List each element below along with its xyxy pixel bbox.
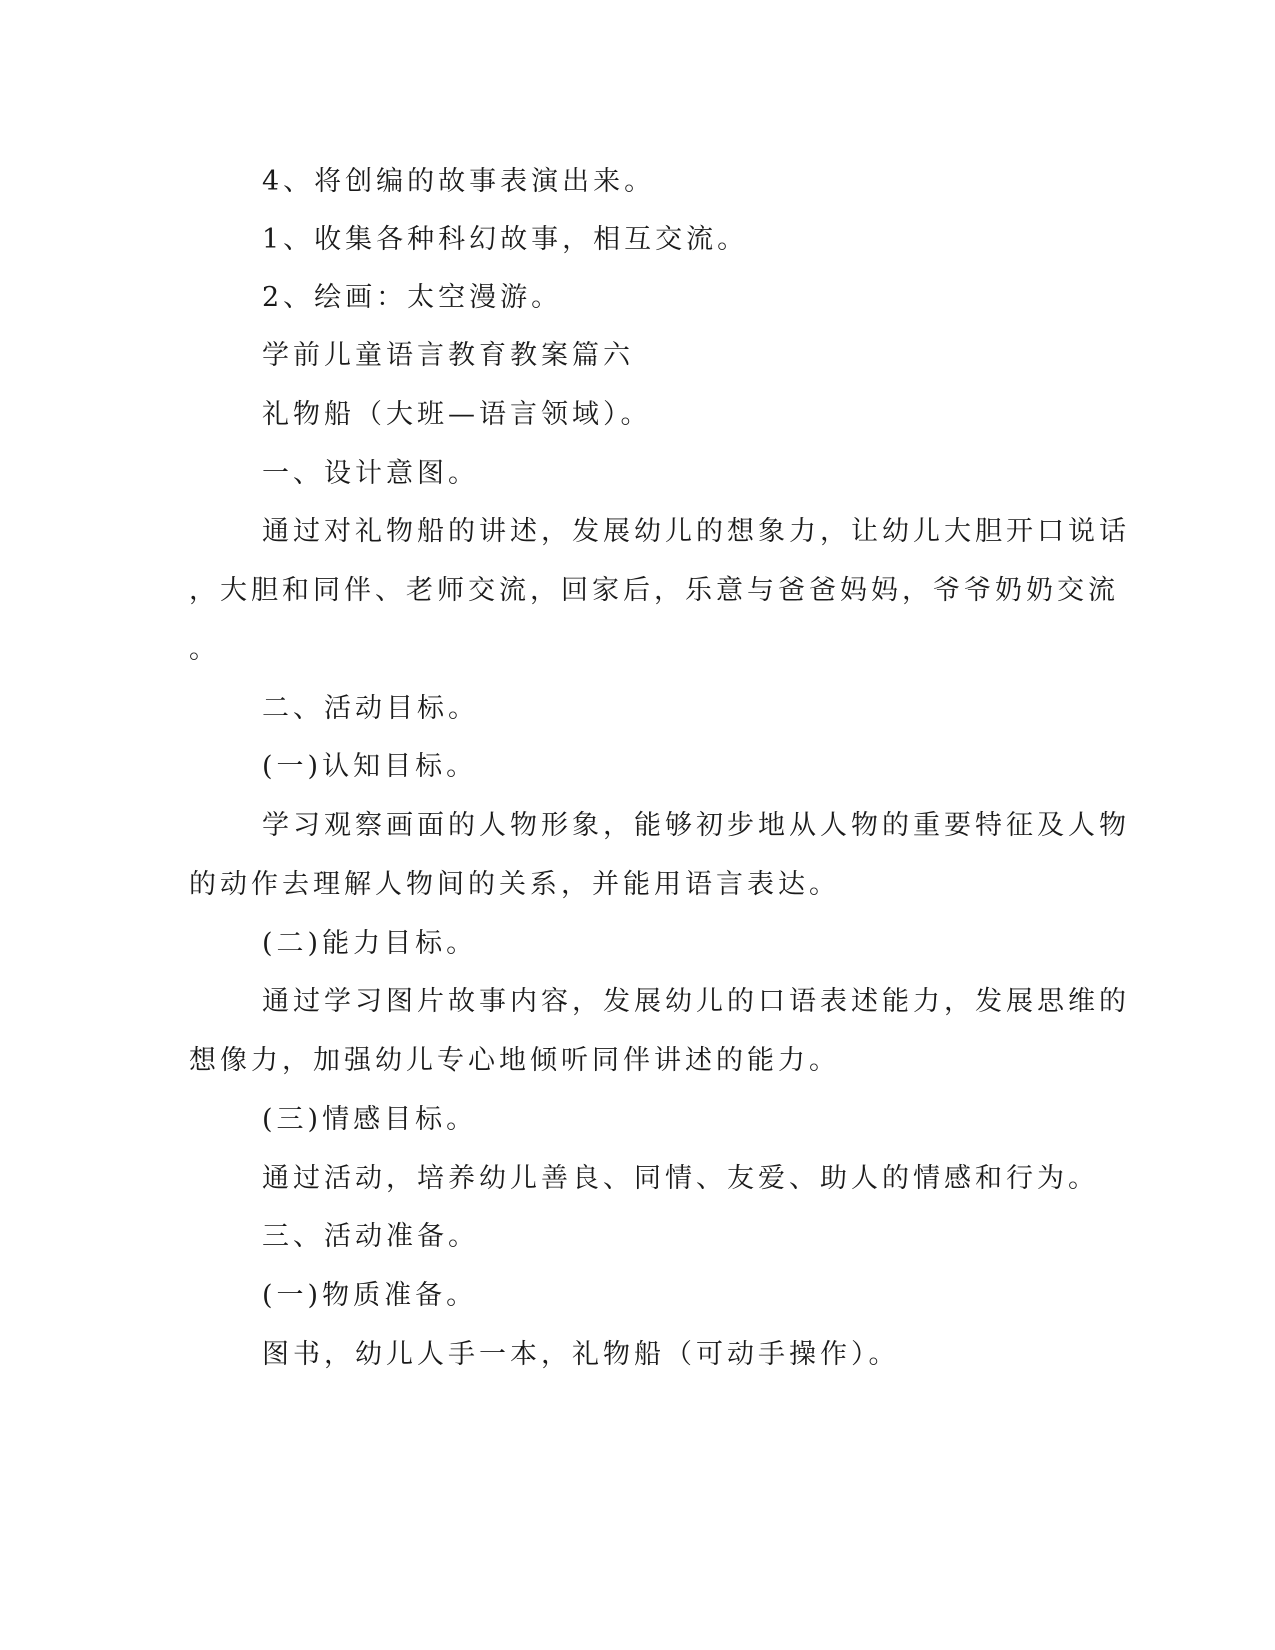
paragraph-design-intent-line-2: ，大胆和同伴、老师交流，回家后，乐意与爸爸妈妈，爷爷奶奶交流 xyxy=(189,575,1119,606)
subheading-emotional-goal: (三)情感目标。 xyxy=(262,1104,478,1135)
heading-activity-preparation: 三、活动准备。 xyxy=(262,1221,479,1252)
text-line-item-1: 1、收集各种科幻故事，相互交流。 xyxy=(262,224,749,255)
paragraph-ability-goal-line-1: 通过学习图片故事内容，发展幼儿的口语表述能力，发展思维的 xyxy=(262,986,1130,1017)
paragraph-design-intent-line-1: 通过对礼物船的讲述，发展幼儿的想象力，让幼儿大胆开口说话 xyxy=(262,516,1130,547)
subheading-material-preparation: (一)物质准备。 xyxy=(262,1280,478,1311)
subheading-ability-goal: (二)能力目标。 xyxy=(262,928,478,959)
paragraph-design-intent-line-3: 。 xyxy=(189,634,220,665)
paragraph-emotional-goal: 通过活动，培养幼儿善良、同情、友爱、助人的情感和行为。 xyxy=(262,1163,1099,1194)
heading-design-intent: 一、设计意图。 xyxy=(262,458,479,489)
paragraph-material-preparation: 图书，幼儿人手一本，礼物船（可动手操作）。 xyxy=(262,1339,900,1370)
text-line-item-4: 4、将创编的故事表演出来。 xyxy=(262,166,656,197)
subheading-cognitive-goal: (一)认知目标。 xyxy=(262,751,478,782)
paragraph-ability-goal-line-2: 想像力，加强幼儿专心地倾听同伴讲述的能力。 xyxy=(189,1045,840,1076)
lesson-title: 礼物船（大班—语言领域）。 xyxy=(262,399,652,430)
section-title: 学前儿童语言教育教案篇六 xyxy=(262,340,634,371)
paragraph-cognitive-goal-line-1: 学习观察画面的人物形象，能够初步地从人物的重要特征及人物 xyxy=(262,810,1130,841)
paragraph-cognitive-goal-line-2: 的动作去理解人物间的关系，并能用语言表达。 xyxy=(189,869,840,900)
heading-activity-goals: 二、活动目标。 xyxy=(262,693,479,724)
text-line-item-2: 2、绘画：太空漫游。 xyxy=(262,282,563,313)
